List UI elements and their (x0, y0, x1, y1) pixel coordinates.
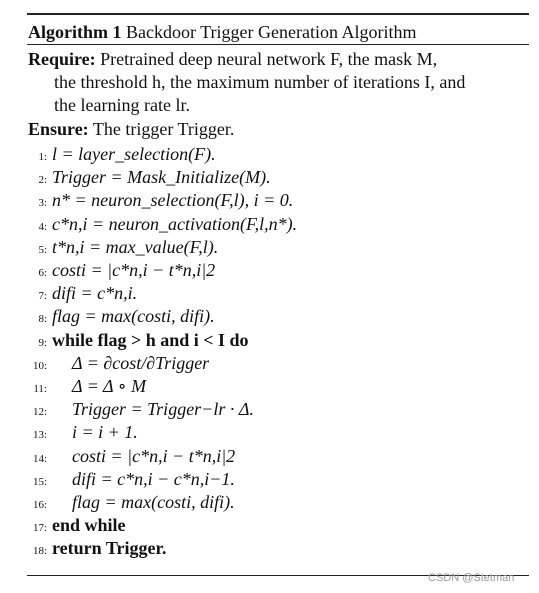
step-number: 11: (33, 383, 47, 395)
step-text: Trigger = Trigger−lr · Δ. (72, 399, 254, 420)
step-number: 10: (32, 359, 47, 372)
step-text: Δ = Δ ∘ M (72, 376, 147, 396)
step-text: costi = |c*n,i − t*n,i|2 (52, 260, 216, 280)
step-text: i = i + 1. (72, 422, 138, 443)
step-text: costi = |c*n,i − t*n,i|2 (72, 445, 236, 466)
step-number: 12: (32, 406, 47, 419)
step-number: 14: (32, 452, 47, 465)
step-number: 4: (38, 220, 47, 233)
algorithm-step (28, 421, 138, 446)
algorithm-step (28, 259, 215, 284)
step-text: while flag > h and i < I do (52, 329, 249, 350)
title-rule (27, 44, 529, 45)
require-line-2 (54, 71, 465, 93)
step-text: difi = c*n,i − c*n,i−1. (72, 468, 235, 489)
require-text-2: the threshold h, the maximum number of iterations I, and (54, 72, 466, 92)
step-number: 6: (38, 267, 47, 279)
require-text-1: Pretrained deep neural network F, the mask M, (100, 49, 438, 69)
algorithm-step (28, 213, 297, 238)
algorithm-step (28, 329, 249, 354)
step-text: c*n,i = neuron_activation(F,l,n*). (52, 213, 298, 234)
step-number: 16: (32, 499, 47, 511)
step-number: 9: (38, 336, 47, 349)
algorithm-step (28, 398, 254, 423)
step-number: 15: (32, 475, 47, 488)
ensure-keyword: Ensure: (28, 119, 89, 139)
algorithm-step (28, 468, 235, 493)
step-text: Δ = ∂cost/∂Trigger (72, 352, 210, 373)
step-text: difi = c*n,i. (52, 283, 138, 304)
algorithm-step (28, 189, 293, 214)
step-text: flag = max(costi, difi). (52, 306, 215, 327)
algorithm-step (28, 282, 137, 307)
algorithm-step (28, 491, 235, 516)
algorithm-name: Backdoor Trigger Generation Algorithm (126, 22, 417, 42)
algorithm-step (28, 305, 215, 330)
step-number: 1: (38, 151, 47, 163)
top-rule (27, 13, 529, 15)
require-keyword: Require: (28, 49, 96, 69)
watermark: CSDN @Stetman (428, 572, 515, 584)
step-text: l = layer_selection(F). (52, 144, 216, 164)
require-line-3 (54, 94, 190, 116)
ensure-line (28, 118, 234, 140)
step-text: t*n,i = max_value(F,l). (52, 236, 219, 257)
step-text: Trigger = Mask_Initialize(M). (52, 167, 271, 188)
algorithm-step (28, 375, 146, 400)
algorithm-step (28, 143, 216, 168)
require-line-1 (28, 48, 437, 70)
algorithm-step (28, 166, 271, 191)
algorithm-title (28, 21, 416, 43)
step-number: 2: (38, 174, 47, 187)
step-number: 13: (32, 429, 47, 442)
step-text: end while (52, 515, 126, 536)
algorithm-step (28, 236, 218, 261)
algorithm-step (28, 514, 126, 539)
algorithm-step (28, 537, 166, 562)
step-number: 17: (32, 522, 47, 535)
algorithm-step (28, 445, 235, 470)
step-number: 3: (38, 197, 47, 210)
step-text: flag = max(costi, difi). (72, 492, 235, 512)
algorithm-step (28, 352, 209, 377)
step-number: 8: (38, 313, 47, 326)
step-number: 18: (32, 545, 47, 558)
require-text-3: the learning rate lr. (54, 95, 190, 115)
step-text: return Trigger. (52, 538, 167, 559)
algorithm-label: Algorithm 1 (28, 22, 122, 42)
ensure-text: The trigger Trigger. (92, 119, 235, 139)
step-text: n* = neuron_selection(F,l), i = 0. (52, 190, 294, 211)
step-number: 7: (38, 290, 47, 303)
step-number: 5: (38, 243, 47, 256)
